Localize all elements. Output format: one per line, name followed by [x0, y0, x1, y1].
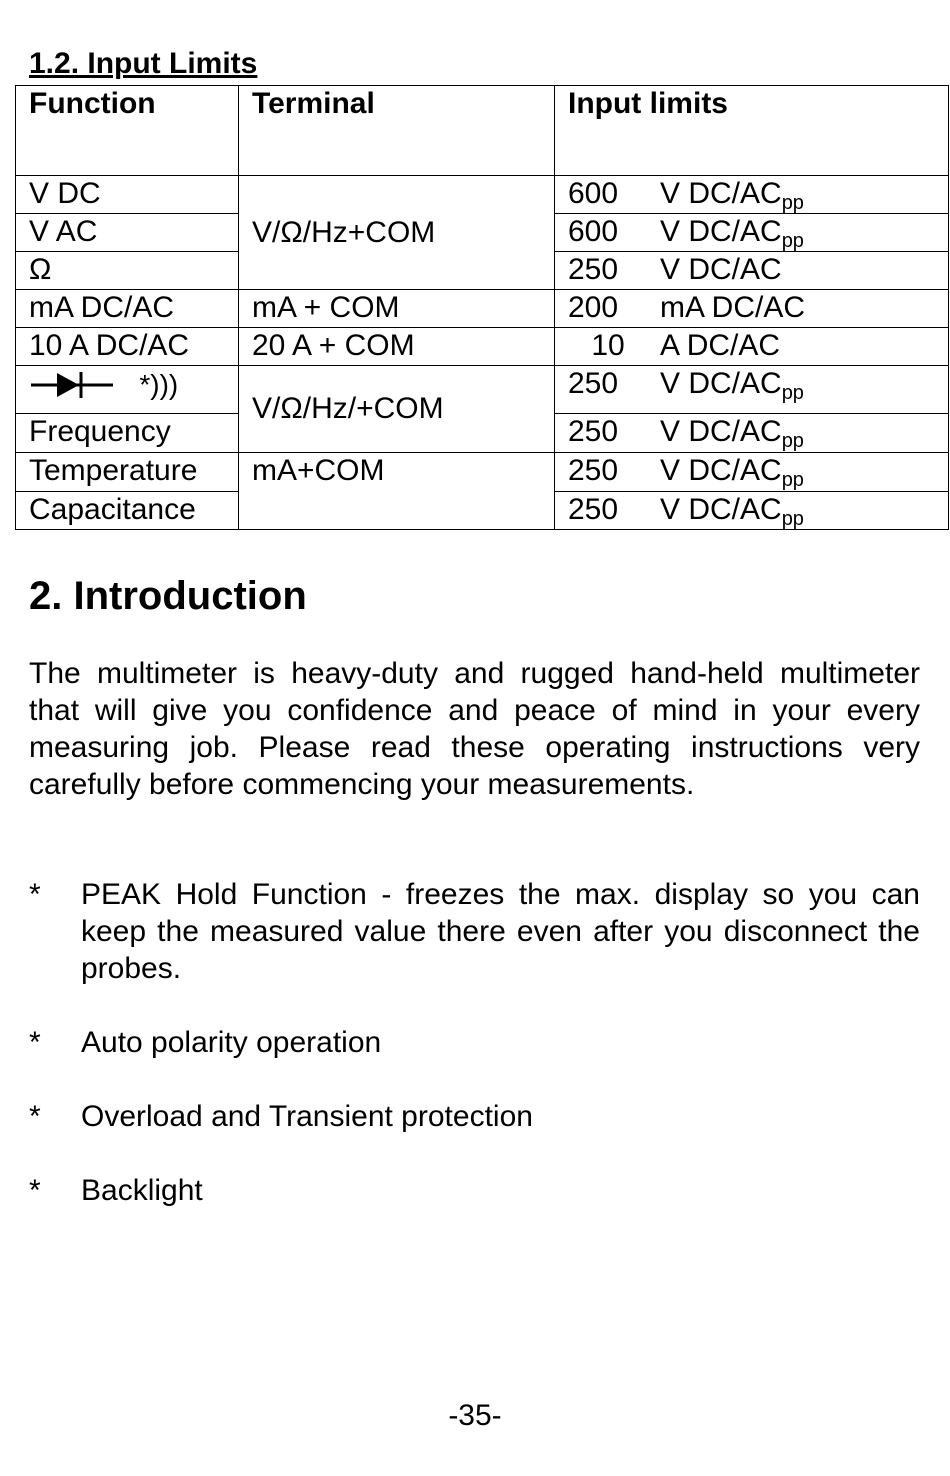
cell-limit: [555, 453, 949, 492]
cell-function: 10 A DC/AC: [16, 328, 239, 366]
list-item: [29, 1172, 920, 1209]
list-item: [29, 1024, 920, 1061]
limit-value: 10: [591, 329, 625, 362]
bullet-marker: *: [29, 1100, 41, 1133]
bullet-text: Auto polarity operation: [81, 1026, 382, 1059]
limit-subscript: pp: [781, 508, 804, 530]
input-limits-table: [15, 85, 949, 530]
cell-function: mA DC/AC: [16, 290, 239, 328]
limit-value: 250: [568, 367, 619, 400]
section-title: 1.2. Input Limits: [29, 47, 258, 80]
table-row: [16, 176, 949, 214]
limit-unit: V DC/AC: [660, 415, 782, 448]
cell-function: V DC: [16, 176, 239, 214]
cell-terminal: V/Ω/Hz+COM: [239, 176, 555, 290]
cell-function: Capacitance: [16, 492, 239, 530]
table-row: [16, 328, 949, 366]
list-item: [29, 1098, 920, 1135]
bullet-text: Backlight: [81, 1174, 203, 1207]
limit-subscript: pp: [781, 469, 804, 491]
limit-value: 250: [568, 253, 619, 286]
bullet-text: Overload and Transient protection: [81, 1100, 533, 1133]
cell-function: V AC: [16, 214, 239, 252]
limit-subscript: pp: [781, 430, 804, 452]
bullet-marker: *: [29, 1174, 41, 1207]
limit-unit: V DC/AC: [660, 454, 782, 487]
limit-value: 600: [568, 215, 619, 248]
limit-unit: V DC/AC: [660, 493, 782, 526]
limit-unit: V DC/AC: [660, 253, 782, 286]
header-input-limits: Input limits: [555, 86, 949, 176]
bullet-text: PEAK Hold Function - freezes the max. display so you can keep the measured value there even after you disconnect the probes.: [81, 878, 920, 985]
diode-icon: [29, 369, 119, 401]
limit-unit: V DC/AC: [660, 215, 782, 248]
cell-limit: [555, 366, 949, 414]
page-number: -35-: [448, 1399, 502, 1432]
limit-value: 600: [568, 177, 619, 210]
header-function: Function: [16, 86, 239, 176]
cell-function: Frequency: [16, 414, 239, 453]
continuity-beep-icon: *))): [139, 369, 179, 401]
table-row: [16, 366, 949, 414]
limit-subscript: pp: [781, 382, 804, 404]
cell-limit: [555, 492, 949, 530]
cell-limit: [555, 414, 949, 453]
cell-function: Ω: [16, 252, 239, 290]
limit-unit: A DC/AC: [660, 329, 781, 362]
cell-terminal: mA+COM: [239, 453, 555, 530]
cell-terminal: 20 A + COM: [239, 328, 555, 366]
limit-unit: mA DC/AC: [660, 291, 806, 324]
table-row: [16, 290, 949, 328]
list-item: [29, 876, 920, 987]
limit-value: 250: [568, 493, 619, 526]
cell-terminal: V/Ω/Hz/+COM: [239, 366, 555, 453]
introduction-heading: 2. Introduction: [29, 574, 307, 618]
cell-limit: [555, 176, 949, 214]
cell-terminal: mA + COM: [239, 290, 555, 328]
cell-limit: [555, 214, 949, 252]
cell-limit: [555, 290, 949, 328]
introduction-paragraph: The multimeter is heavy-duty and rugged hand-held multimeter that will give you confidence and peace of mind in your every measuring job. Please read these operating instructions very carefully before commencing your measurements.: [29, 657, 920, 801]
header-terminal: Terminal: [239, 86, 555, 176]
limit-subscript: pp: [781, 230, 804, 252]
cell-limit: [555, 328, 949, 366]
limit-value: 200: [568, 291, 619, 324]
limit-subscript: pp: [781, 192, 804, 214]
cell-function: Temperature: [16, 453, 239, 492]
limit-unit: V DC/AC: [660, 177, 782, 210]
limit-unit: V DC/AC: [660, 367, 782, 400]
table-row: [16, 453, 949, 492]
limit-value: 250: [568, 415, 619, 448]
bullet-marker: *: [29, 878, 41, 911]
table-header-row: [16, 86, 949, 176]
cell-limit: [555, 252, 949, 290]
limit-value: 250: [568, 454, 619, 487]
bullet-marker: *: [29, 1026, 41, 1059]
cell-function: [16, 366, 239, 414]
